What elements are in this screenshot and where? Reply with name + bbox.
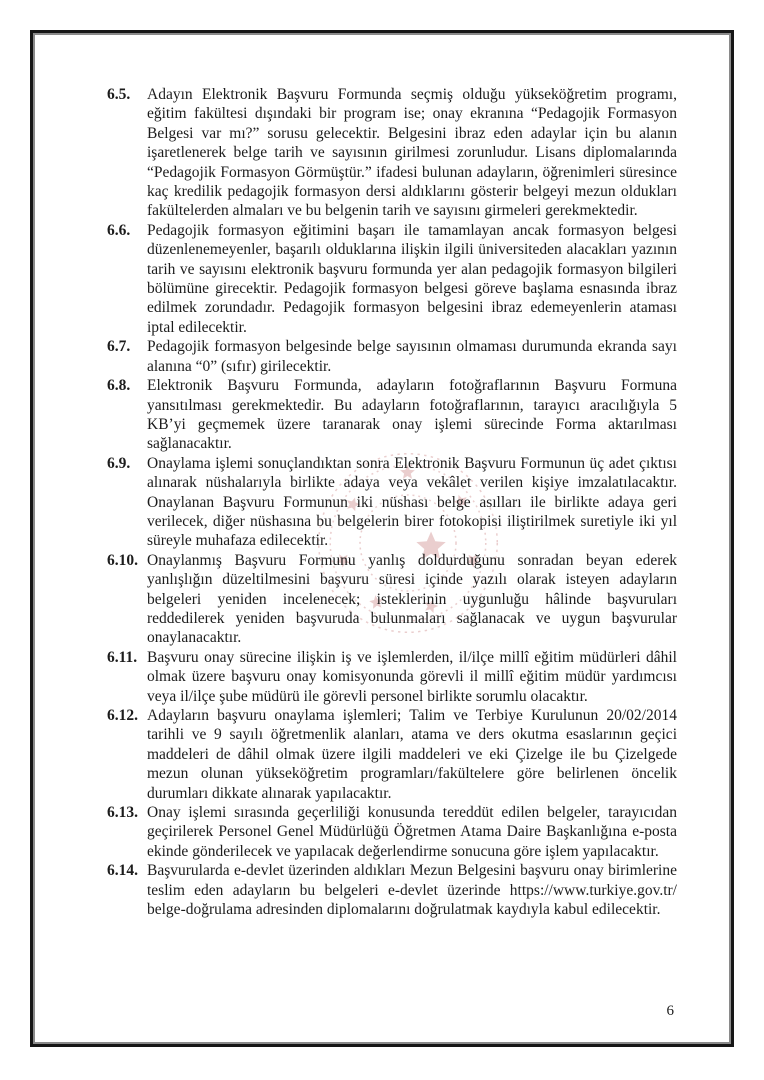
list-item — [107, 221, 677, 337]
item-number: 6.9. — [107, 454, 131, 472]
item-text: Başvuru onay sürecine ilişkin iş ve işlemlerden, il/ilçe millî eğitim müdürleri dâhil olmak üzere başvuru onay komisyonunda görevli il millî eğitim müdür yardımcısı veya il/ilçe şube müdürü ile görevli personel birlikte sorumlu olacaktır. — [147, 648, 677, 705]
item-text: Elektronik Başvuru Formunda, adayların fotoğraflarının Başvuru Formuna yansıtılması gerekmektedir. Bu adayların fotoğraflarının, tarayıcı aracılığıyla 5 KB’yi geçmemek üzere taranarak onay işlemi sürecinde Forma aktarılması sağlanacaktır. — [147, 377, 677, 453]
item-number: 6.14. — [107, 862, 138, 880]
item-text: Pedagojik formasyon belgesinde belge sayısının olmaması durumunda ekranda sayı alanına “0” (sıfır) girilecektir. — [147, 338, 677, 375]
item-number: 6.10. — [107, 551, 138, 569]
item-text: Adayların başvuru onaylama işlemleri; Talim ve Terbiye Kurulunun 20/02/2014 tarihli ve 9 sayılı öğretmenlik alanları, atama ve ders okutma esaslarının geçici maddeleri de dâhil olmak üzere ilgili maddeleri ve eki Çizelge ile bu Çizelgede mezun olunan yükseköğretim programları/fakültelere göre belirlenen öncelik durumları dikkate alınarak yapılacaktır. — [147, 707, 677, 802]
item-text: Adayın Elektronik Başvuru Formunda seçmiş olduğu yükseköğretim programı, eğitim fakültesi dışındaki bir program ise; onay ekranına “Pedagojik Formasyon Belgesi var mı?” sorusu gelecektir. Belgesini ibraz eden adaylar için bu alanın işaretlenerek belge tarih ve sayısının girilmesi zorunludur. Lisans diplomalarında “Pedagojik Formasyon Görmüştür.” ifadesi bulunan adayların, öğrenimleri süresince kaç kredilik pedagojik formasyon dersi aldıklarını gösterir belgeyi mezun oldukları fakültelerden almaları ve bu belgenin tarih ve sayısını girmeleri gerekmektedir. — [147, 86, 677, 220]
page-number: 6 — [666, 1003, 674, 1019]
document-body — [35, 35, 729, 919]
item-number: 6.5. — [107, 86, 131, 103]
list-item — [107, 803, 677, 861]
item-text: Onay işlemi sırasında geçerliliği konusunda tereddüt edilen belgeler, tarayıcıdan geçirilerek Personel Genel Müdürlüğü Öğretmen Atama Daire Başkanlığına e-posta ekinde gönderilecek ve yapılacak değerlendirme sonucuna göre işlem yapılacaktır. — [147, 804, 677, 860]
item-text: Onaylama işlemi sonuçlandıktan sonra Elektronik Başvuru Formunun üç adet çıktısı alınarak nüshalarıyla birlikte adaya veya vekâlet verilen kişiye imzalatılacaktır. Onaylanan Başvuru Formunun iki nüshası belge asılları ile birlikte adaya geri verilecek, diğer nüshasına bu belgelerin birer fotokopisi iliştirilmek suretiyle iki yıl süreyle muhafaza edilecektir. — [147, 454, 677, 550]
list-item — [107, 454, 677, 551]
list-item — [107, 551, 677, 648]
list-item — [107, 706, 677, 803]
list-item — [107, 85, 677, 221]
item-number: 6.6. — [107, 221, 131, 239]
item-text: Pedagojik formasyon eğitimini başarı ile tamamlayan ancak formasyon belgesi düzenlenemeyenler, başarılı olduklarına ilişkin ilgili üniversiteden alacakları yazının tarih ve sayısını elektronik başvuru formunda yer alan pedagojik formasyon bilgileri bölümüne girecektir. Pedagojik formasyon belgesi göreve başlama esnasında ibraz edilmek zorundadır. Pedagojik formasyon belgesini ibraz edemeyenlerin ataması iptal edilecektir. — [147, 221, 677, 336]
item-number: 6.8. — [107, 377, 131, 395]
list-item — [107, 861, 677, 919]
item-number: 6.11. — [107, 648, 138, 666]
page-border-frame — [30, 30, 734, 1047]
item-number: 6.7. — [107, 338, 131, 356]
items-list — [107, 85, 677, 919]
item-number: 6.13. — [107, 804, 138, 822]
list-item — [107, 648, 677, 706]
item-text: Başvurularda e-devlet üzerinden aldıkları Mezun Belgesini başvuru onay birimlerine teslim eden adayların bu belgeleri e-devlet üzerinde https://www.turkiye.gov.tr/ belge-doğrulama adresinden diplomalarını doğrulatmak kaydıyla kabul edilecektir. — [147, 862, 677, 919]
page-inner-border — [33, 33, 731, 1044]
list-item — [107, 376, 677, 454]
item-number: 6.12. — [107, 707, 138, 724]
item-text: Onaylanmış Başvuru Formunu yanlış doldurduğunu sonradan beyan ederek yanlışlığın düzeltilmesini başvuru süresi içinde yazılı olarak isteyen adayların belgeleri yeniden incelenecek; isteklerinin uygunluğu hâlinde başvuruları reddedilerek yeniden başvuruda bulunmaları sağlanacak ve uygun başvurular onaylanacaktır. — [147, 551, 677, 647]
list-item — [107, 337, 677, 376]
